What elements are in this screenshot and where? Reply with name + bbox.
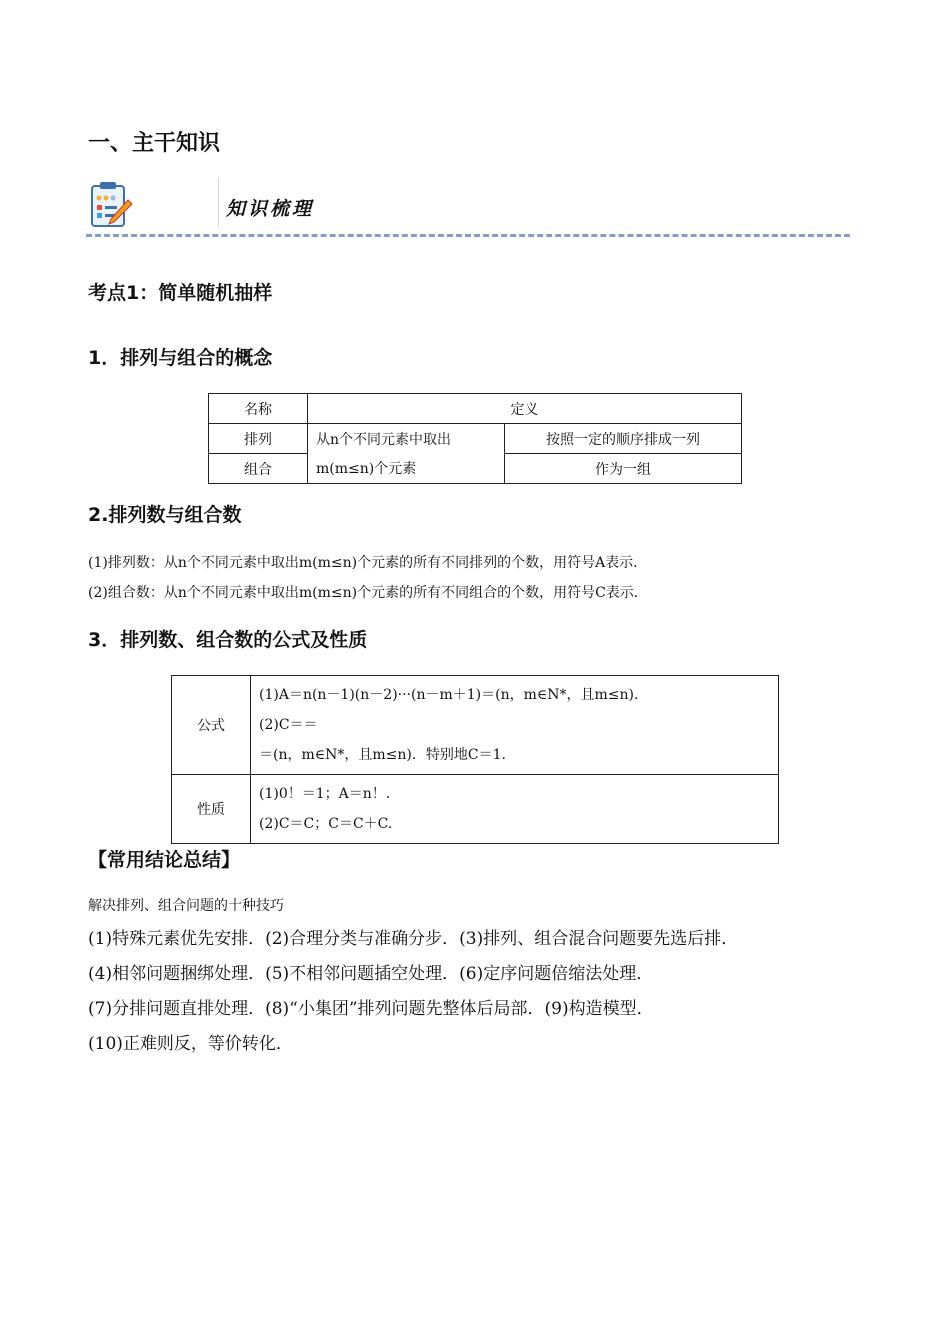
- summary-heading: 【常用结论总结】: [88, 849, 241, 871]
- checklist-pencil-icon: [88, 180, 134, 230]
- numbers-line-2: (2)组合数：从n个不同元素中取出m(m≤n)个元素的所有不同组合的个数，用符号C表示．: [88, 585, 648, 601]
- shared-definition-line2: m(m≤n)个元素: [308, 454, 505, 484]
- shared-definition-line1: 从n个不同元素中取出: [308, 424, 505, 454]
- summary-line-2: (4)相邻问题捆绑处理．(5)不相邻问题插空处理．(6)定序问题倍缩法处理．: [88, 964, 654, 984]
- formula-label: 公式: [172, 676, 251, 775]
- formulas-table: [171, 675, 779, 844]
- summary-subtitle: 解决排列、组合问题的十种技巧: [88, 898, 284, 914]
- property-cell: [251, 775, 779, 844]
- header-definition: 定义: [308, 394, 742, 424]
- concepts-table: [208, 393, 742, 484]
- row-permutation-name: 排列: [209, 424, 308, 454]
- section-title: 一、主干知识: [88, 131, 221, 156]
- combination-definition: 作为一组: [505, 454, 742, 484]
- summary-line-1: (1)特殊元素优先安排．(2)合理分类与准确分步．(3)排列、组合混合问题要先选后排．: [88, 929, 739, 949]
- knowledge-banner: [86, 178, 850, 240]
- heading-numbers: 2.排列数与组合数: [88, 504, 242, 526]
- row-combination-name: 组合: [209, 454, 308, 484]
- formula-line: (2)C＝＝: [259, 717, 318, 733]
- summary-line-4: (10)正难则反，等价转化．: [88, 1034, 293, 1054]
- heading-formulas: 3．排列数、组合数的公式及性质: [88, 629, 368, 651]
- banner-divider: [86, 234, 850, 237]
- formula-cell: [251, 676, 779, 775]
- property-label: 性质: [172, 775, 251, 844]
- formula-line: ＝(n，m∈N*，且m≤n)．特别地C＝1.: [259, 747, 506, 763]
- header-name: 名称: [209, 394, 308, 424]
- topic-title: 考点1：简单随机抽样: [88, 282, 273, 304]
- summary-line-3: (7)分排问题直排处理．(8)“小集团”排列问题先整体后局部．(9)构造模型．: [88, 999, 654, 1019]
- permutation-definition: 按照一定的顺序排成一列: [505, 424, 742, 454]
- banner-title: 知识梳理: [226, 198, 315, 220]
- banner-separator: [218, 178, 219, 226]
- heading-concepts: 1．排列与组合的概念: [88, 347, 273, 369]
- numbers-line-1: (1)排列数：从n个不同元素中取出m(m≤n)个元素的所有不同排列的个数，用符号A表示．: [88, 555, 648, 571]
- formula-line: (1)A＝n(n－1)(n－2)···(n－m＋1)＝(n，m∈N*，且m≤n)．: [259, 687, 648, 703]
- property-line: (2)C＝C；C＝C＋C.: [259, 816, 393, 832]
- property-line: (1)0！＝1；A＝n！．: [259, 786, 400, 802]
